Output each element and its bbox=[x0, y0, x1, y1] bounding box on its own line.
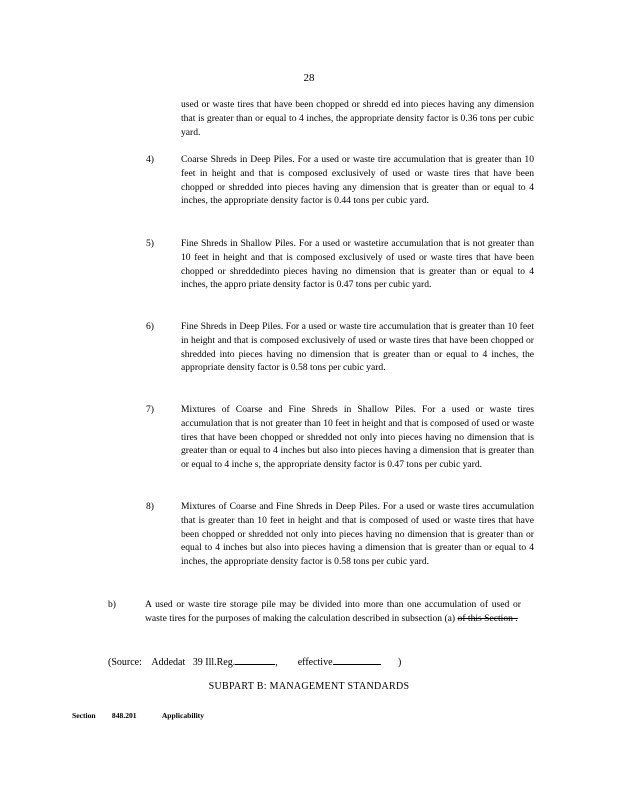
struck-text: of this Section . bbox=[457, 612, 518, 624]
item-text-6: Fine Shreds in Deep Piles. For a used or waste tire accumulation that is greater than 10 feet in height and that is composed exclusively of used or waste tires that have been chopped or shredded into pieces having no dimension that is greater than or equal to 4 inches, the appropriate density factor is 0.58 tons per cubic yard. bbox=[181, 321, 534, 374]
continuation-paragraph: used or waste tires that have been chopped or shredd ed into pieces having any dimension that is greater than or equal to 4 inches, the appropriate density factor is 0.36 tons per cubic yard. bbox=[181, 99, 534, 138]
item-text-5: Fine Shreds in Shallow Piles. For a used or wastetire accumulation that is not greater than 10 feet in height and that is composed exclusively of used or waste tires that have been chopped or shreddedinto pieces having no dimension that is greater than or equal to 4 inches, the appro priate density factor is 0.47 tons per cubic yard. bbox=[181, 238, 534, 291]
reg-blank bbox=[235, 654, 275, 665]
subsection-b-text bbox=[145, 598, 521, 626]
item-text-8: Mixtures of Coarse and Fine Shreds in Deep Piles. For a used or waste tires accumulation that is greater than 10 feet in height and that is composed of used or waste tires that have been chopped or shredded not only into pieces having no dimension that is greater than or equal to 4 inches but also into pieces having a dimension that is greater than or equal to 4 inches, the appropriate density factor is 0.58 tons per cubic yard. bbox=[181, 501, 534, 568]
page-number: 28 bbox=[303, 72, 315, 84]
section-label: Section bbox=[72, 711, 96, 720]
source-reg: 39 Ill.Reg. bbox=[192, 657, 236, 668]
item-number-5: 5) bbox=[146, 238, 154, 249]
section-number: 848.201 bbox=[111, 711, 137, 720]
item-text-7: Mixtures of Coarse and Fine Shreds in Shallow Piles. For a used or waste tires accumulation that is not greater than 10 feet in height and that is composed of used or waste tires that have been chopped or shredded not only into pieces having no dimension that is greater than or equal to 4 inches but also into pieces having a dimension that is greater than or equal to 4 inche s, the appropriate density factor is 0.47 tons per cubic yard. bbox=[181, 404, 535, 471]
subpart-heading: SUBPART B: MANAGEMENT STANDARDS bbox=[208, 681, 410, 692]
effective-blank bbox=[333, 654, 381, 665]
section-title: Applicability bbox=[161, 711, 205, 720]
item-number-4: 4) bbox=[146, 154, 154, 165]
source-added: Addedat bbox=[151, 657, 186, 668]
source-close: ) bbox=[398, 657, 402, 668]
source-open: (Source: bbox=[108, 657, 142, 668]
source-effective: effective bbox=[297, 657, 333, 668]
section-heading bbox=[72, 711, 204, 720]
item-text-4: Coarse Shreds in Deep Piles. For a used or waste tire accumulation that is greater than 10 feet in height and that is composed exclusively of used or waste tires that have been chopped or shredded into pieces having any dimension that is greater than or equal to 4 inches, the appropriate density factor is 0.44 tons per cubic yard. bbox=[181, 154, 534, 207]
subsection-b-body: A used or waste tire storage pile may be divided into more than one accumulation of used or waste tires for the purposes of making the calculation described in subsection (a) bbox=[145, 599, 521, 624]
subsection-b-label: b) bbox=[108, 599, 116, 610]
item-number-7: 7) bbox=[146, 404, 154, 415]
item-number-6: 6) bbox=[146, 321, 154, 332]
item-number-8: 8) bbox=[146, 501, 154, 512]
source-note: (Source: Addedat 39 Ill.Reg. , effective ) bbox=[108, 654, 401, 670]
